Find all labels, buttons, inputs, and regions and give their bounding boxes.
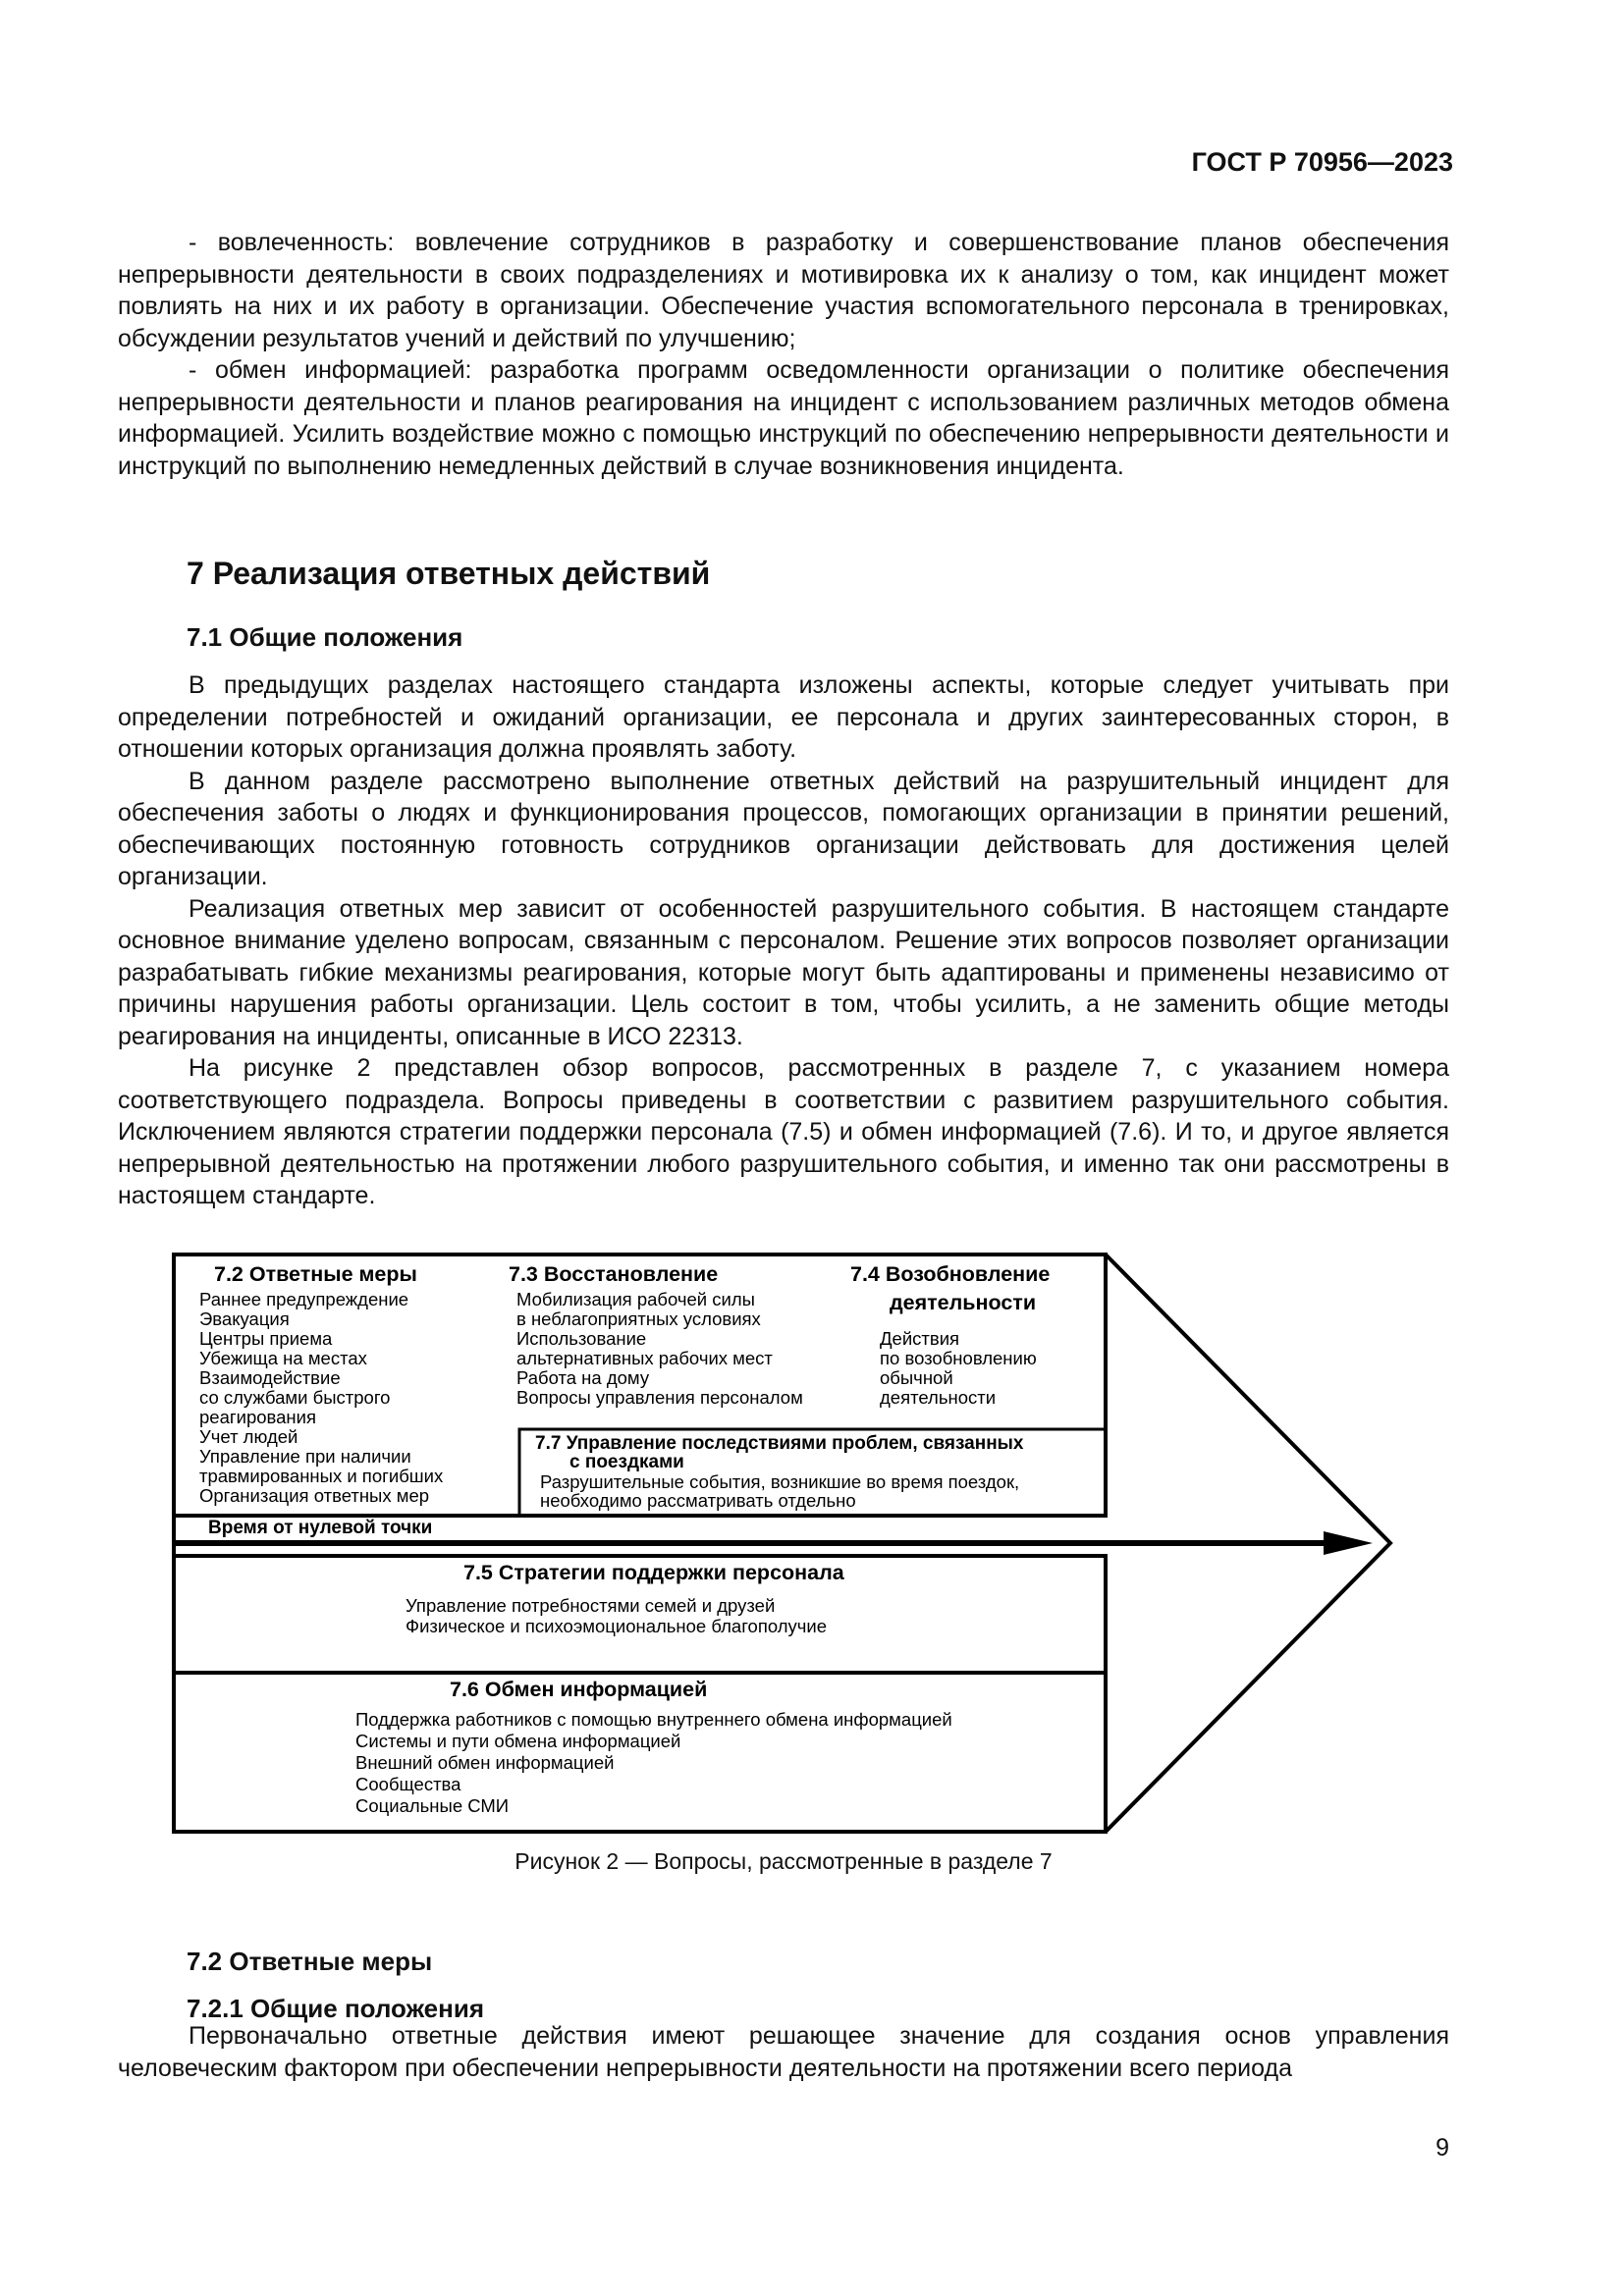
document-code-header: ГОСТ Р 70956—2023 [1191,147,1453,177]
box-response-item: Центры приема [199,1328,333,1349]
box-travel-item: Разрушительные события, возникшие во время поездок, [540,1471,1020,1492]
section-7-2-1-text [118,2020,1449,2084]
paragraph-involvement: - вовлеченность: вовлечение сотрудников в разработку и совершенствование планов обеспечения непрерывности деятельности в своих подразделениях и мотивировка их к анализу о том, как инцидент может повлиять на них и их работу в организации. Обеспечение участия вспомогательного персонала в тренировках, обсуждении результатов учений и действий по улучшению; [118,229,1449,352]
box-response-item: Управление при наличии [199,1446,411,1467]
box-response-item: Организация ответных мер [199,1485,430,1506]
box-response-item: травмированных и погибших [199,1466,444,1486]
box-recovery-item: Мобилизация рабочей силы [516,1289,755,1309]
box-response-item: Взаимодействие [199,1367,341,1388]
box-communication-item: Внешний обмен информацией [355,1752,615,1773]
box-response-item: реагирования [199,1407,317,1427]
box-communication-item: Системы и пути обмена информацией [355,1731,681,1751]
box-travel-title-cont: с поездками [569,1452,684,1472]
box-recovery-item: Вопросы управления персоналом [516,1387,803,1408]
box-response-item: Убежища на местах [199,1348,367,1368]
timeline-arrowhead [1324,1531,1373,1555]
box-recovery-item: альтернативных рабочих мест [516,1348,773,1368]
box-recovery-item: Использование [516,1328,647,1349]
paragraph-7-1-a: В предыдущих разделах настоящего стандарта изложены аспекты, которые следует учитывать при определении потребностей и ожиданий организации, ее персонала и других заинтересованных сторон, в отношении которых организация должна проявлять заботу. [118,671,1449,763]
box-response-item: Учет людей [199,1426,298,1447]
section-7-heading: 7 Реализация ответных действий [187,556,711,591]
box-recovery-items [516,1289,803,1408]
box-response-items [199,1289,444,1506]
box-resumption-item: деятельности [880,1387,997,1408]
box-recovery-title: 7.3 Восстановление [509,1262,719,1286]
paragraph-7-1-b: В данном разделе рассмотрено выполнение ответных действий на разрушительный инцидент для обеспечения заботы о людях и функционирования процессов, помогающих организации в принятии решений, обеспечивающих постоянную готовность сотрудников организации действовать для достижения целей организации. [118,767,1449,890]
section-7-2-1-heading: 7.2.1 Общие положения [187,1994,484,2023]
paragraph-7-1-c: Реализация ответных мер зависит от особенностей разрушительного события. В настоящем стандарте основное внимание уделено вопросам, связанным с персоналом. Решение этих вопросов позволяет организации разрабатывать гибкие механизмы реагирования, которые могут быть адаптированы и применены независимо от причины нарушения работы организации. Цель состоит в том, чтобы усилить, а не заменить общие методы реагирования на инциденты, описанные в ИСО 22313. [118,894,1449,1050]
box-support-item: Управление потребностями семей и друзей [406,1595,776,1616]
figure-caption: Рисунок 2 — Вопросы, рассмотренные в разделе 7 [514,1848,1053,1874]
box-travel-item: необходимо рассматривать отдельно [540,1490,856,1511]
paragraph-information-exchange: - обмен информацией: разработка программ осведомленности организации о политике обеспечения непрерывности деятельности и планов реагирования на инцидент с использованием различных методов обмена информацией. Усилить воздействие можно с помощью инструкций по обеспечению непрерывности деятельности и инструкций по выполнению немедленных действий в случае возникновения инцидента. [118,356,1449,480]
box-response-title: 7.2 Ответные меры [214,1262,417,1286]
timeline-label: Время от нулевой точки [208,1518,433,1538]
box-response-item: со службами быстрого [199,1387,391,1408]
box-resumption-title-cont: деятельности [890,1291,1037,1314]
box-communication-title: 7.6 Обмен информацией [450,1678,708,1701]
box-resumption-item: по возобновлению [880,1348,1037,1368]
section-7-2-heading: 7.2 Ответные меры [187,1947,433,1976]
section-7-1-heading: 7.1 Общие положения [187,622,463,652]
box-communication-item: Социальные СМИ [355,1795,510,1816]
box-resumption-item: Действия [880,1328,960,1349]
paragraph-7-2-1: Первоначально ответные действия имеют решающее значение для создания основ управления человеческим фактором при обеспечении непрерывности деятельности на протяжении всего периода [118,2022,1449,2082]
box-resumption-item: обычной [880,1367,953,1388]
box-response-item: Эвакуация [199,1308,290,1329]
box-recovery-item: в неблагоприятных условиях [516,1308,761,1329]
box-resumption-items [880,1328,1037,1408]
box-resumption-title: 7.4 Возобновление [850,1262,1051,1286]
box-communication-item: Поддержка работников с помощью внутреннего обмена информацией [355,1709,952,1730]
box-recovery-item: Работа на дому [516,1367,650,1388]
page-number: 9 [1435,2134,1449,2162]
box-communication-item: Сообщества [355,1774,461,1794]
paragraph-7-1-d: На рисунке 2 представлен обзор вопросов, рассмотренных в разделе 7, с указанием номера соответствующего подраздела. Вопросы приведены в соответствии с развитием разрушительного события. Исключением являются стратегии поддержки персонала (7.5) и обмен информацией (7.6). И то, и другое является непрерывной деятельностью на протяжении любого разрушительного события, и именно так они рассмотрены в настоящем стандарте. [118,1054,1449,1209]
box-travel-title: 7.7 Управление последствиями проблем, связанных [535,1433,1024,1454]
box-support-title: 7.5 Стратегии поддержки персонала [463,1561,844,1584]
box-response-item: Раннее предупреждение [199,1289,409,1309]
box-support-item: Физическое и психоэмоциональное благополучие [406,1616,828,1636]
